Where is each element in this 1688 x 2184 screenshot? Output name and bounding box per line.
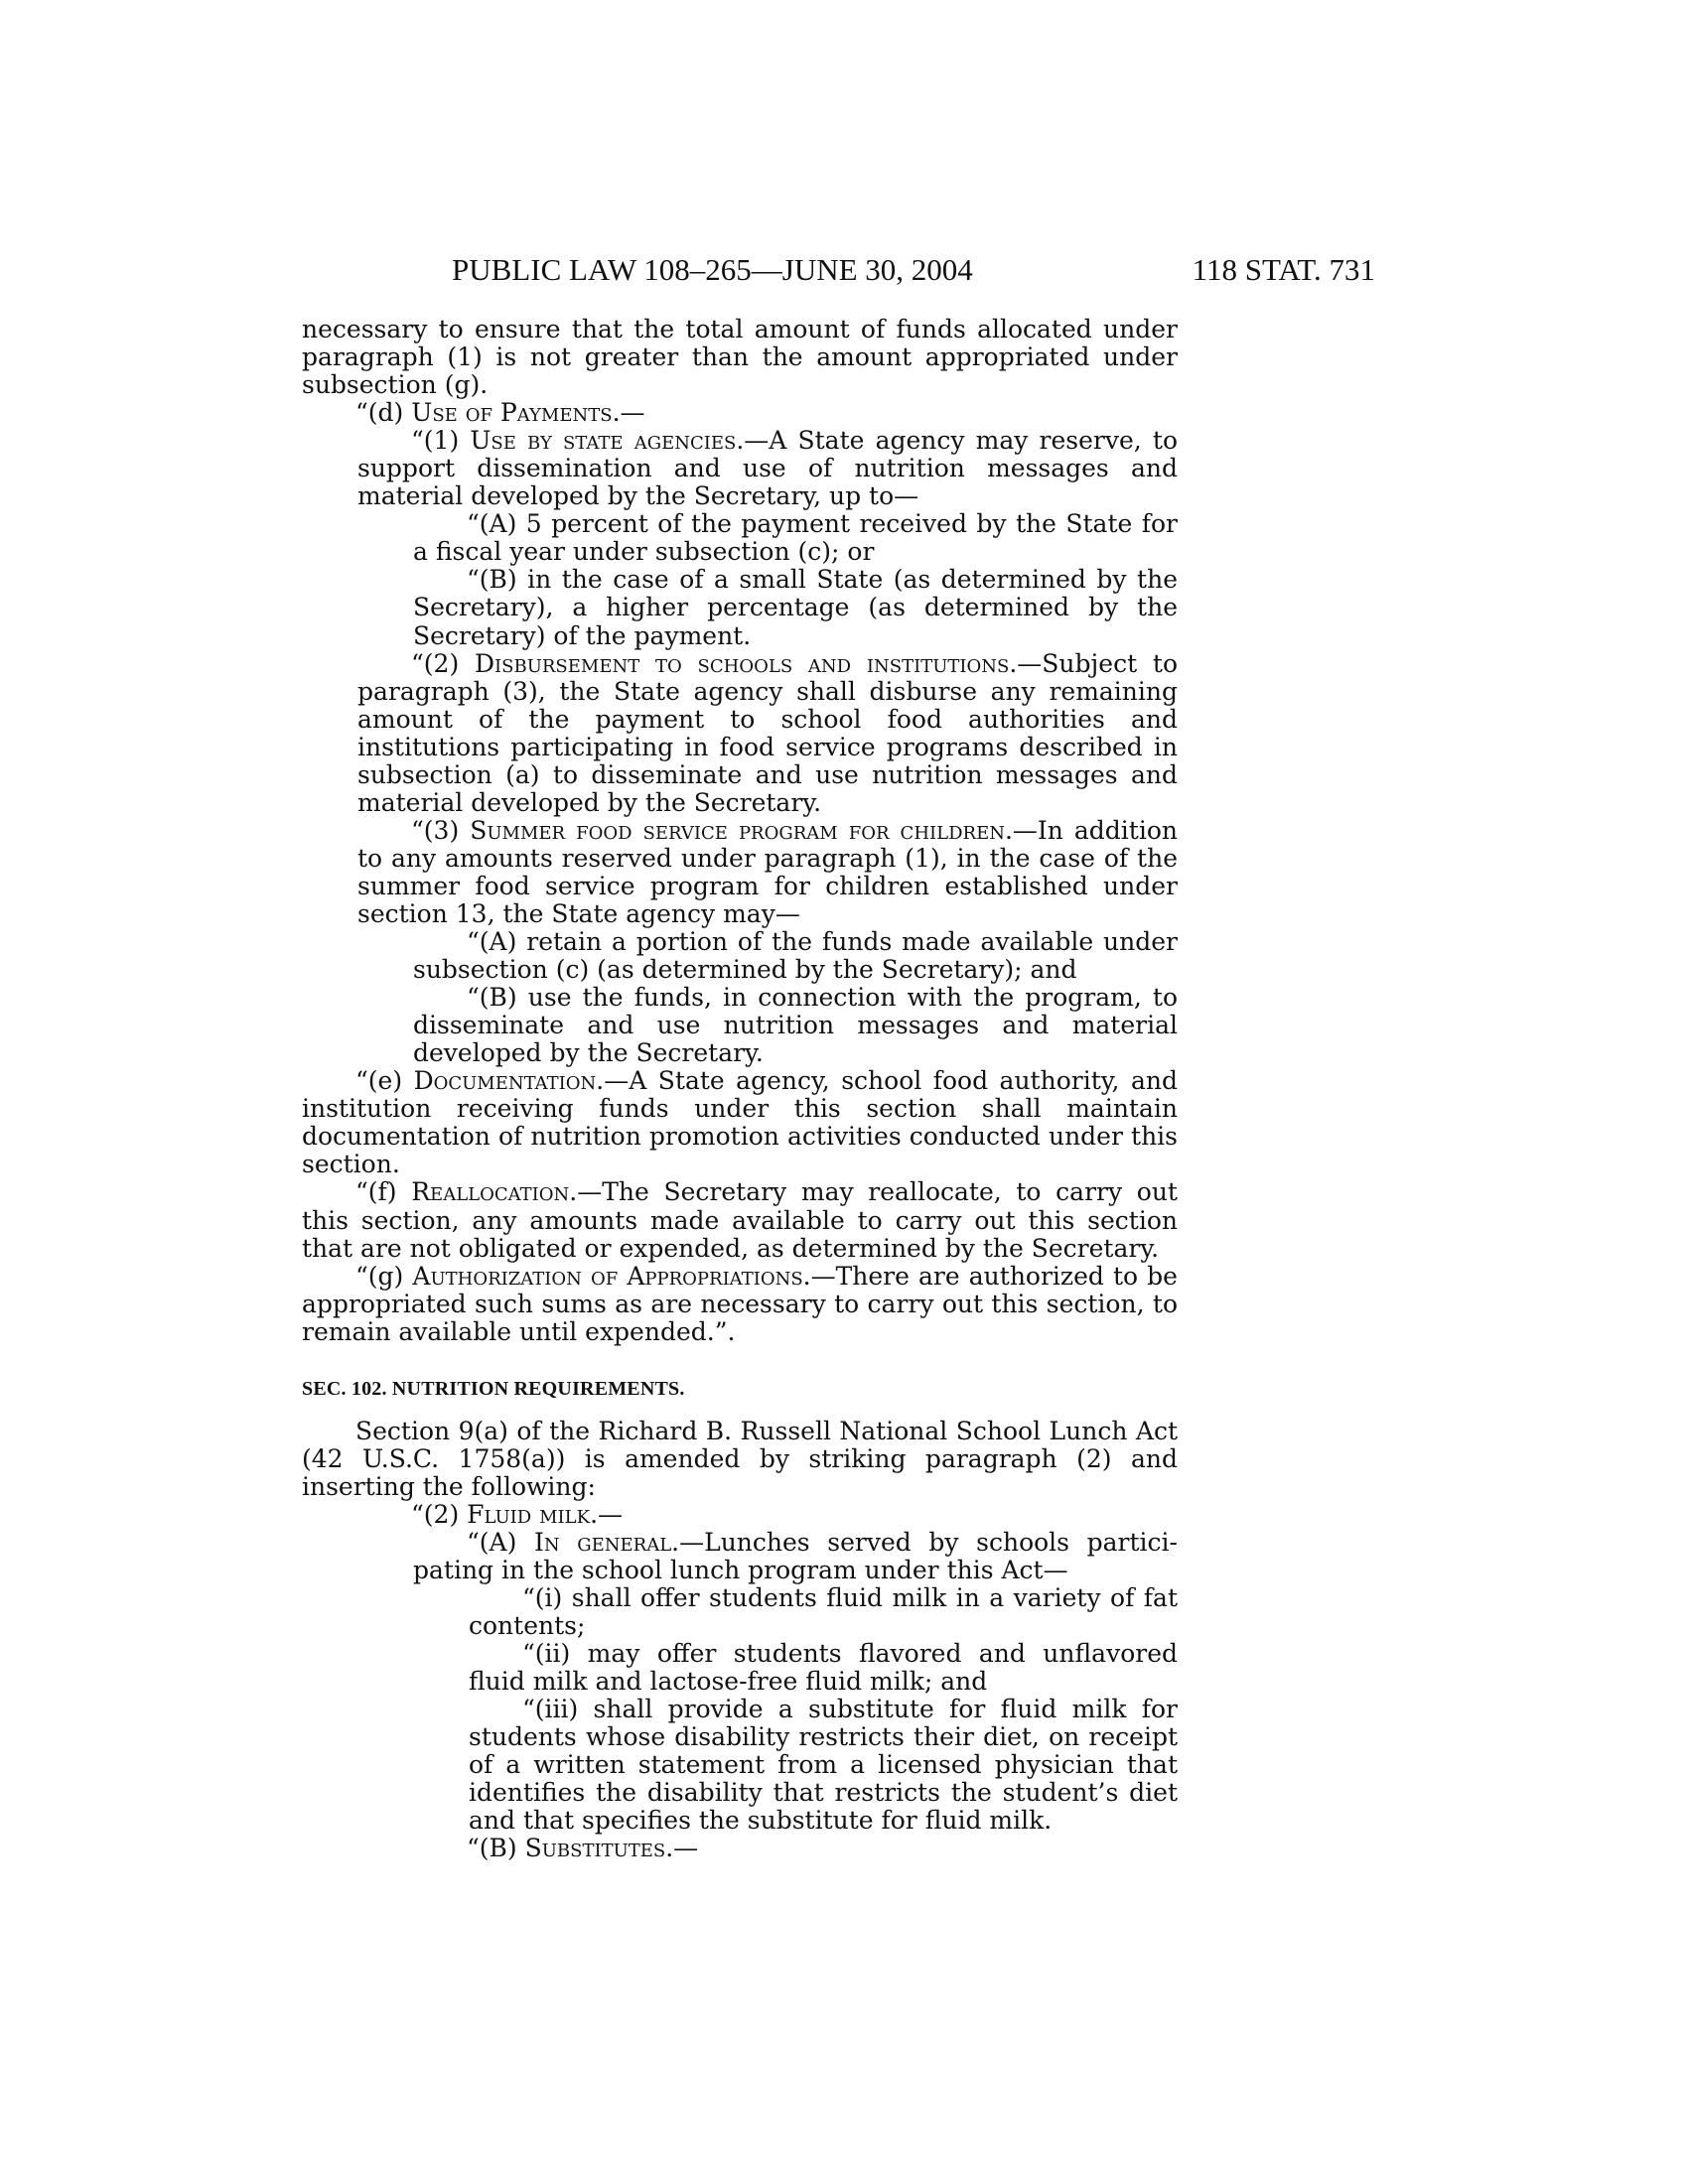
paragraph-d1 xyxy=(302,427,1178,510)
subparagraph-d3-b xyxy=(302,984,1178,1067)
subsection-title: Authorization of Appropriations xyxy=(412,1261,803,1291)
subsection-heading-d xyxy=(302,399,1178,427)
subparagraph-label: “(A) xyxy=(467,1527,534,1557)
paragraph-title: Fluid milk xyxy=(467,1499,591,1529)
subsection-title: Documentation xyxy=(413,1066,597,1096)
page-header xyxy=(452,250,1375,290)
clause-text: “(ii) may offer students flavored and unflavored fluid milk and lactose-free fluid milk; and xyxy=(469,1639,1178,1697)
subparagraph-text: .— xyxy=(665,1834,699,1863)
subparagraph-text: “(A) retain a portion of the funds made available under subsection (c) (as determined by the Secretary); and xyxy=(413,927,1178,985)
paragraph-text: necessary to ensure that the total amount of funds allocated under paragraph (1) is not greater than the amount appropriated under subsection (g). xyxy=(302,315,1178,400)
subparagraph-d3-a xyxy=(302,928,1178,984)
running-head-title: PUBLIC LAW 108–265—JUNE 30, 2004 xyxy=(452,252,973,287)
section-intro xyxy=(302,1418,1178,1501)
paragraph-title: Disbursement to schools and institutions xyxy=(474,648,1010,678)
paragraph-2-fluid-milk xyxy=(302,1501,1178,1529)
subsection-label: “(f) xyxy=(355,1177,412,1207)
subparagraph-d1-b xyxy=(302,566,1178,649)
subsection-text: .— xyxy=(612,398,645,428)
paragraph-continuation xyxy=(302,316,1178,399)
section-heading: SEC. 102. NUTRITION REQUIREMENTS. xyxy=(302,1377,685,1400)
subparagraph-label: “(B) xyxy=(467,1834,525,1863)
subsection-text: .—The Secretary may reallocate, to carry out this section, any amounts made available to carry out this section that are not obligated or expended, as determined by the Secretary. xyxy=(302,1177,1178,1263)
subsection-g xyxy=(302,1263,1178,1346)
subparagraph-title: In general xyxy=(533,1527,672,1557)
paragraph-label: “(1) xyxy=(411,426,471,456)
subparagraph-d1-a xyxy=(302,510,1178,566)
subsection-f xyxy=(302,1178,1178,1262)
paragraph-d3 xyxy=(302,817,1178,928)
paragraph-d2 xyxy=(302,650,1178,817)
clause-iii xyxy=(302,1696,1178,1835)
clause-text: “(iii) shall provide a substitute for fluid milk for students whose disability restricts their diet, on receipt of a written statement from a licensed physician that identifies the disability that restricts the student’s diet and that specifies the substitute for fluid milk. xyxy=(469,1695,1178,1836)
subparagraph-title: Substitutes xyxy=(524,1834,666,1863)
paragraph-title: Summer food service program for children xyxy=(470,815,1005,845)
subparagraph-text: “(B) use the funds, in connection with the program, to disseminate and use nutrition messages and material developed by the Secretary. xyxy=(413,983,1178,1068)
clause-ii xyxy=(302,1640,1178,1696)
paragraph-text: .— xyxy=(590,1499,624,1529)
subsection-label: “(g) xyxy=(355,1261,413,1291)
paragraph-label: “(3) xyxy=(411,815,471,845)
paragraph-title: Use by state agencies xyxy=(470,426,737,456)
subsection-text: .—A State agency, school food authority, and institution receiving funds under this section shall maintain documentation of nutrition promotion activities conducted under this section. xyxy=(302,1066,1178,1179)
paragraph-text: .—In addition to any amounts reserved under paragraph (1), in the case of the summer food service program for children established under section 13, the State agency may— xyxy=(357,815,1178,928)
paragraph-label: “(2) xyxy=(411,1499,468,1529)
subsection-e xyxy=(302,1067,1178,1178)
clause-text: “(i) shall offer students fluid milk in a variety of fat contents; xyxy=(469,1583,1178,1641)
subparagraph-2-b xyxy=(302,1835,1178,1862)
paragraph-text: .—Subject to paragraph (3), the State agency shall disburse any remaining amount of the payment to school food authorities and institutions participating in food service programs described in subsection (a) to disseminate and use nutrition messages and material developed by the Secretary. xyxy=(357,648,1178,817)
subsection-text: .—There are authorized to be appropriated such sums as are necessary to carry out this section, to remain available until expended.”. xyxy=(302,1261,1178,1346)
subsection-title: Use of Payments xyxy=(411,398,613,428)
subsection-label: “(d) xyxy=(355,398,412,428)
subparagraph-text: “(A) 5 percent of the payment received by the State for a fiscal year under subsection (c); or xyxy=(413,509,1178,567)
paragraph-label: “(2) xyxy=(411,648,475,678)
subparagraph-text: “(B) in the case of a small State (as determined by the Secretary), a higher percentage (as determined by the Secretary) of the payment. xyxy=(413,565,1178,650)
subparagraph-text: .—Lunches served by schools participating in the school lunch program under this Act— xyxy=(413,1527,1178,1584)
clause-i xyxy=(302,1584,1178,1640)
subsection-label: “(e) xyxy=(355,1066,414,1096)
subparagraph-2-a xyxy=(302,1529,1178,1584)
paragraph-text: Section 9(a) of the Richard B. Russell National School Lunch Act (42 U.S.C. 1758(a)) is amended by striking paragraph (2) and inserting the following: xyxy=(302,1416,1178,1501)
subsection-title: Reallocation xyxy=(411,1177,570,1207)
page-number: 118 STAT. 731 xyxy=(1192,252,1375,287)
statute-body xyxy=(302,316,1178,1862)
paragraph-text: .—A State agency may reserve, to support dissemination and use of nutrition messages and material developed by the Secretary, up to— xyxy=(357,426,1179,511)
